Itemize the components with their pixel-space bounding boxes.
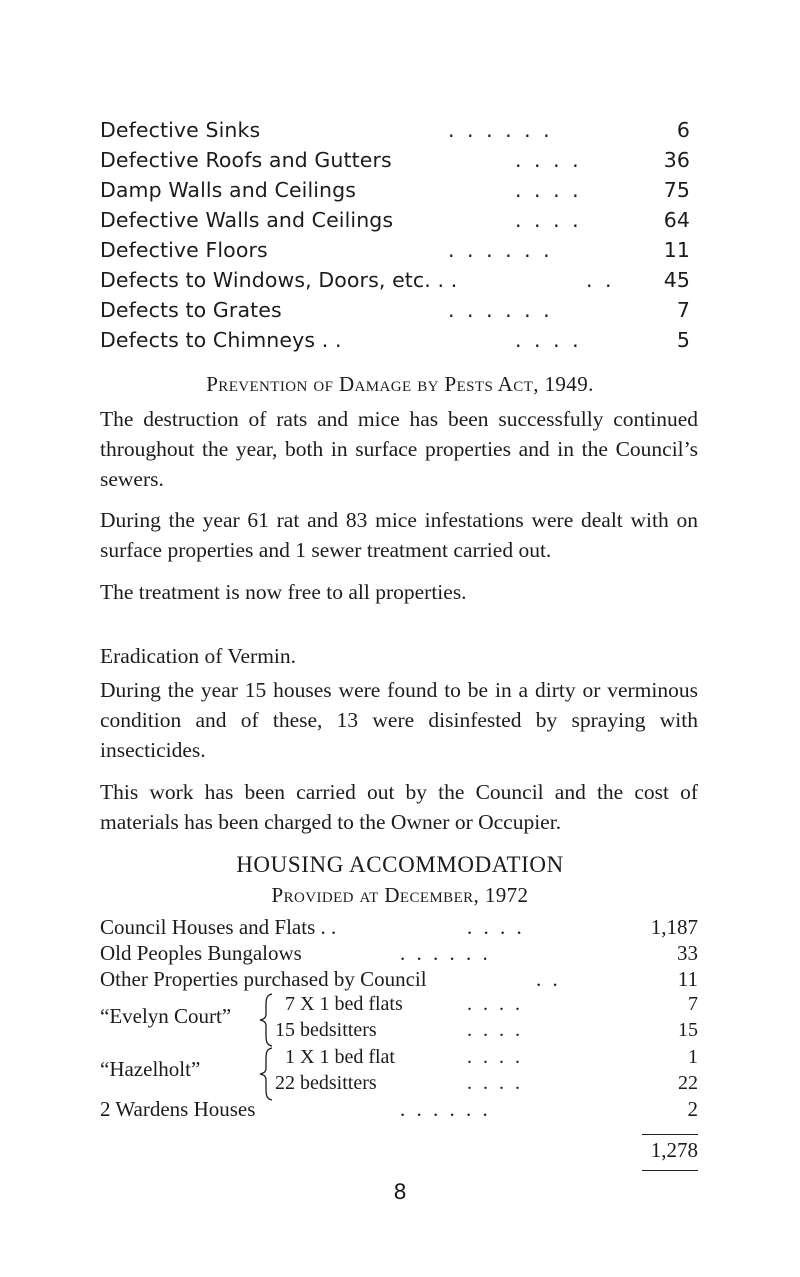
pests-paragraph: The destruction of rats and mice has been successfully continued throughout the year, both in surface properties and in the Council’s sewers. [100, 407, 698, 491]
page-number: 8 [393, 1180, 407, 1204]
leader-dots: . . . . . . [448, 118, 553, 142]
vermin-paragraph: During the year 15 houses were found to be in a dirty or verminous condition and of these, 13 were disinfested by spraying with insecticides. [100, 678, 698, 762]
hazelholt-item-text: 22 bedsitters [275, 1072, 377, 1094]
leader-dots: . . [586, 268, 615, 292]
defect-row [100, 298, 690, 328]
housing-subtitle: Provided at December, 1972 [271, 883, 529, 907]
housing-label: Old Peoples Bungalows [100, 941, 302, 965]
leader-dots: . . . . [467, 1046, 523, 1068]
defect-value: 64 [663, 208, 690, 232]
housing-value: 33 [677, 941, 698, 965]
housing-row [100, 1097, 698, 1123]
leader-dots: . . . . [467, 1072, 523, 1094]
housing-value: 22 [678, 1072, 698, 1094]
defect-row [100, 268, 690, 298]
defect-row [100, 178, 690, 208]
defect-label: Defects to Chimneys . . [100, 328, 342, 352]
housing-total: 1,278 [650, 1138, 698, 1162]
housing-value: 11 [677, 967, 698, 991]
housing-row [100, 993, 698, 1019]
defect-label: Defective Sinks [100, 118, 261, 142]
housing-value: 1,187 [650, 915, 698, 939]
evelyn-item-text: 15 bedsitters [275, 1019, 377, 1041]
defect-value: 11 [663, 238, 690, 262]
leader-dots: . . . . [467, 915, 525, 939]
leader-dots: . . . . . . [400, 941, 491, 965]
defect-label: Defective Roofs and Gutters [100, 148, 392, 172]
defect-row [100, 118, 690, 148]
housing-row [100, 1019, 698, 1045]
defect-row [100, 328, 690, 358]
housing-value: 7 [688, 993, 698, 1015]
leader-dots: . . . . [467, 1019, 523, 1041]
pests-paragraph: The treatment is now free to all properties. [100, 580, 467, 604]
pests-paragraph: During the year 61 rat and 83 mice infestations were dealt with on surface properties and 1 sewer treatment carried out. [100, 508, 698, 562]
hazelholt-label: “Hazelholt” [100, 1057, 201, 1081]
housing-value: 1 [688, 1046, 698, 1068]
evelyn-court-label: “Evelyn Court” [100, 1004, 232, 1028]
total-rule-top [642, 1134, 698, 1135]
leader-dots: . . . . . . [400, 1097, 491, 1121]
housing-label: 2 Wardens Houses [100, 1097, 256, 1121]
housing-label: Other Properties purchased by Council [100, 967, 427, 991]
defect-row [100, 208, 690, 238]
defect-value: 75 [663, 178, 690, 202]
housing-row [100, 941, 698, 967]
leader-dots: . . . . . . [448, 298, 553, 322]
vermin-paragraph: This work has been carried out by the Council and the cost of materials has been charged to the Owner or Occupier. [100, 780, 698, 834]
housing-row [100, 1072, 698, 1098]
hazelholt-item-text: 1 X 1 bed flat [285, 1046, 395, 1068]
defect-label: Defective Walls and Ceilings [100, 208, 394, 232]
defect-value: 7 [676, 298, 690, 322]
pests-act-heading: Prevention of Damage by Pests Act, 1949. [206, 372, 594, 396]
leader-dots: . . . . [515, 148, 582, 172]
housing-label: Council Houses and Flats . . [100, 915, 337, 939]
defects-table [100, 118, 690, 358]
evelyn-item-text: 7 X 1 bed flats [285, 993, 403, 1015]
housing-row [100, 967, 698, 993]
total-rule-bottom [642, 1170, 698, 1171]
housing-title: HOUSING ACCOMMODATION [236, 852, 564, 877]
leader-dots: . . [536, 967, 561, 991]
defect-value: 5 [676, 328, 690, 352]
housing-row [100, 1046, 698, 1072]
vermin-heading: Eradication of Vermin. [100, 644, 297, 668]
defect-label: Defective Floors [100, 238, 268, 262]
leader-dots: . . . . . . [448, 238, 553, 262]
defect-label: Damp Walls and Ceilings [100, 178, 357, 202]
housing-value: 15 [678, 1019, 698, 1041]
defect-row [100, 238, 690, 268]
defect-row [100, 148, 690, 178]
leader-dots: . . . . [467, 993, 523, 1015]
housing-row [100, 915, 698, 941]
defect-label: Defects to Windows, Doors, etc. . . [100, 268, 458, 292]
defect-value: 6 [676, 118, 690, 142]
defect-label: Defects to Grates [100, 298, 282, 322]
defect-value: 36 [663, 148, 690, 172]
leader-dots: . . . . [515, 208, 582, 232]
leader-dots: . . . . [515, 328, 582, 352]
housing-value: 2 [687, 1097, 698, 1121]
leader-dots: . . . . [515, 178, 582, 202]
defect-value: 45 [663, 268, 690, 292]
